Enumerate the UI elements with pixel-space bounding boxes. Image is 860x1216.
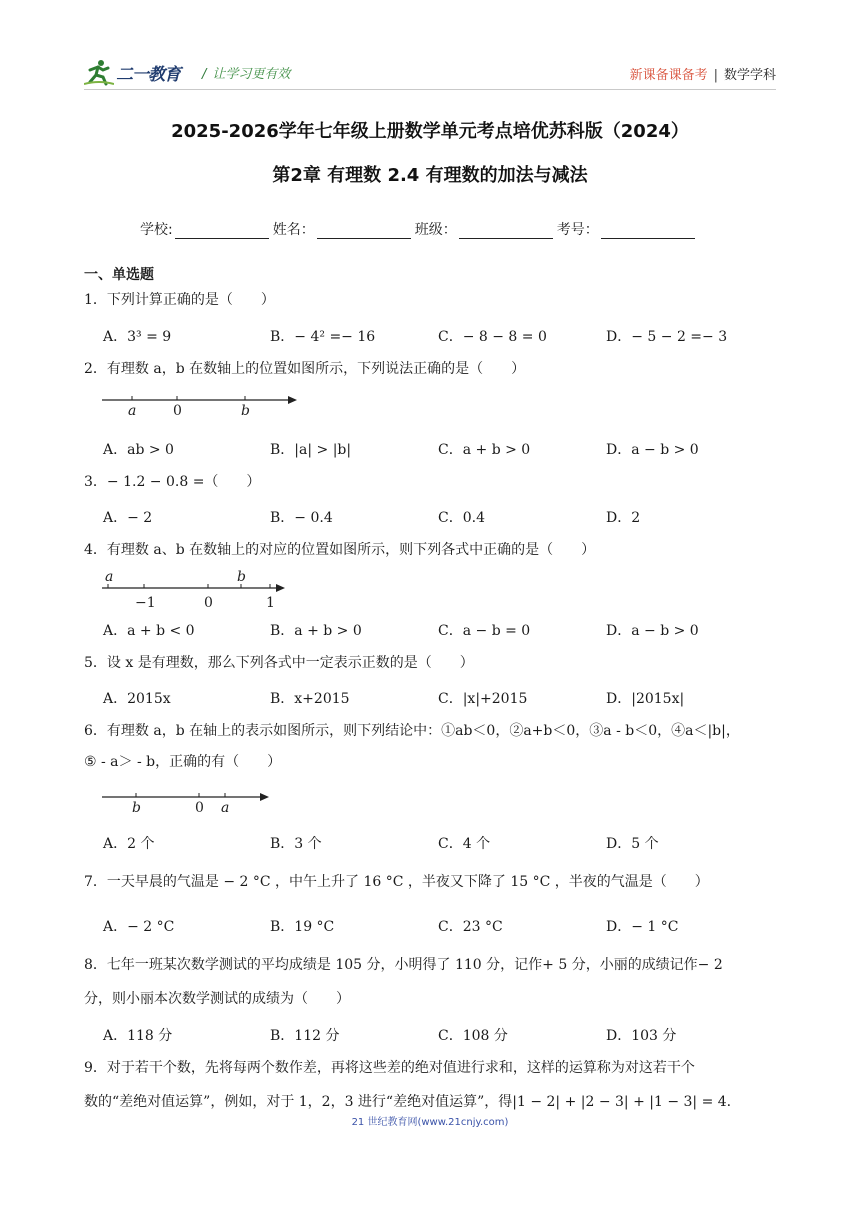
label-0: 0 xyxy=(173,403,182,418)
logo-text: 二一教育 xyxy=(116,64,180,85)
option-b[interactable]: B．3 个 xyxy=(270,836,322,852)
option-d[interactable]: D．− 1 °C xyxy=(606,919,679,935)
label-0: 0 xyxy=(195,800,204,816)
label-a: a xyxy=(221,800,230,816)
brand-logo xyxy=(84,58,180,86)
number-line-q6 xyxy=(100,788,280,816)
exam-number-blank[interactable] xyxy=(601,223,695,239)
header-divider xyxy=(84,89,776,90)
label-b: b xyxy=(237,569,246,585)
chapter-title: 第2章 有理数 2.4 有理数的加法与减法 xyxy=(272,165,588,186)
question-1-stem: 1．下列计算正确的是（ ） xyxy=(84,292,275,308)
label-b: b xyxy=(241,403,250,418)
option-c[interactable]: C．|x|+2015 xyxy=(438,691,528,707)
option-a[interactable]: A．ab > 0 xyxy=(103,442,174,458)
section-title: 一、单选题 xyxy=(84,267,154,283)
option-c[interactable]: C．− 8 − 8 = 0 xyxy=(438,329,547,345)
name-blank[interactable] xyxy=(317,223,411,239)
question-3-stem: 3．− 1.2 − 0.8 =（ ） xyxy=(84,474,261,490)
option-d[interactable]: D．a − b > 0 xyxy=(606,442,699,458)
page-header xyxy=(84,58,776,90)
question-9-stem: 9．对于若干个数，先将每两个数作差，再将这些差的绝对值进行求和，这样的运算称为对这若干个 xyxy=(84,1060,695,1076)
question-8-stem: 8．七年一班某次数学测试的平均成绩是 105 分，小明得了 110 分，记作+ 5 分，小丽的成绩记作− 2 xyxy=(84,957,723,973)
option-b[interactable]: B．|a| > |b| xyxy=(270,442,352,458)
option-c[interactable]: C．23 °C xyxy=(438,919,503,935)
option-a[interactable]: A．3³ = 9 xyxy=(103,329,172,345)
runner-icon xyxy=(84,58,114,86)
option-c[interactable]: C．108 分 xyxy=(438,1028,508,1044)
option-d[interactable]: D．5 个 xyxy=(606,836,659,852)
question-4-stem: 4．有理数 a、b 在数轴上的对应的位置如图所示，则下列各式中正确的是（ ） xyxy=(84,542,596,558)
question-9-stem-continued: 数的“差绝对值运算”，例如，对于 1，2，3 进行“差绝对值运算”，得|1 − 2| + |2 − 3| + |1 − 3| = 4. xyxy=(84,1094,732,1110)
question-2-stem: 2．有理数 a，b 在数轴上的位置如图所示，下列说法正确的是（ ） xyxy=(84,361,526,377)
option-a[interactable]: A．118 分 xyxy=(103,1028,173,1044)
option-c[interactable]: C．0.4 xyxy=(438,510,485,526)
question-6-stem-continued: ⑤ - a＞ - b，正确的有（ ） xyxy=(84,754,282,770)
label-a: a xyxy=(105,569,114,585)
option-d[interactable]: D．− 5 − 2 =− 3 xyxy=(606,329,728,345)
slogan-text: 让学习更有效 xyxy=(212,67,291,82)
school-field[interactable]: 学校: xyxy=(140,219,269,239)
label-0: 0 xyxy=(204,595,213,611)
option-b[interactable]: B．− 0.4 xyxy=(270,510,333,526)
option-d[interactable]: D．|2015x| xyxy=(606,691,685,707)
option-c[interactable]: C．a + b > 0 xyxy=(438,442,531,458)
exam-number-field[interactable]: 考号： xyxy=(557,219,695,239)
question-6-stem: 6．有理数 a，b 在轴上的表示如图所示，则下列结论中：①ab＜0，②a+b＜0，③a - b＜0，④a＜|b|， xyxy=(84,723,740,739)
option-b[interactable]: B．19 °C xyxy=(270,919,335,935)
header-separator: | xyxy=(713,68,718,83)
class-field[interactable]: 班级： xyxy=(415,219,553,239)
header-course-label: 新课备课备考 xyxy=(629,68,708,83)
option-d[interactable]: D．a − b > 0 xyxy=(606,623,699,639)
student-info-fields xyxy=(140,219,699,239)
option-d[interactable]: D．2 xyxy=(606,510,641,526)
label-1: 1 xyxy=(266,595,275,611)
label-minus-1: −1 xyxy=(135,595,156,611)
question-5-stem: 5．设 x 是有理数，那么下列各式中一定表示正数的是（ ） xyxy=(84,655,474,671)
option-b[interactable]: B．a + b > 0 xyxy=(270,623,362,639)
name-field[interactable]: 姓名： xyxy=(273,219,411,239)
option-a[interactable]: A．2 个 xyxy=(103,836,155,852)
option-a[interactable]: A．− 2 °C xyxy=(103,919,175,935)
label-b: b xyxy=(132,800,141,816)
label-a: a xyxy=(128,403,137,418)
option-a[interactable]: A．a + b < 0 xyxy=(103,623,195,639)
option-c[interactable]: C．4 个 xyxy=(438,836,491,852)
page-footer: 21 世纪教育网(www.21cnjy.com) xyxy=(351,1117,509,1128)
question-7-stem: 7．一天早晨的气温是 − 2 °C ，中午上升了 16 °C ，半夜又下降了 15 °C ，半夜的气温是（ ） xyxy=(84,874,709,890)
exam-title: 2025-2026学年七年级上册数学单元考点培优苏科版（2024） xyxy=(171,121,689,142)
option-b[interactable]: B．112 分 xyxy=(270,1028,340,1044)
header-right xyxy=(630,64,776,83)
option-c[interactable]: C．a − b = 0 xyxy=(438,623,531,639)
class-blank[interactable] xyxy=(459,223,553,239)
school-blank[interactable] xyxy=(175,223,269,239)
option-a[interactable]: A．2015x xyxy=(103,691,171,707)
option-b[interactable]: B．− 4² =− 16 xyxy=(270,329,376,345)
question-8-stem-continued: 分，则小丽本次数学测试的成绩为（ ） xyxy=(84,991,350,1007)
header-subject: 数学学科 xyxy=(723,68,776,83)
option-b[interactable]: B．x+2015 xyxy=(270,691,350,707)
number-line-q2 xyxy=(100,390,300,418)
slogan: / 让学习更有效 xyxy=(202,67,291,82)
option-d[interactable]: D．103 分 xyxy=(606,1028,677,1044)
number-line-q4 xyxy=(100,566,300,614)
option-a[interactable]: A．− 2 xyxy=(103,510,153,526)
